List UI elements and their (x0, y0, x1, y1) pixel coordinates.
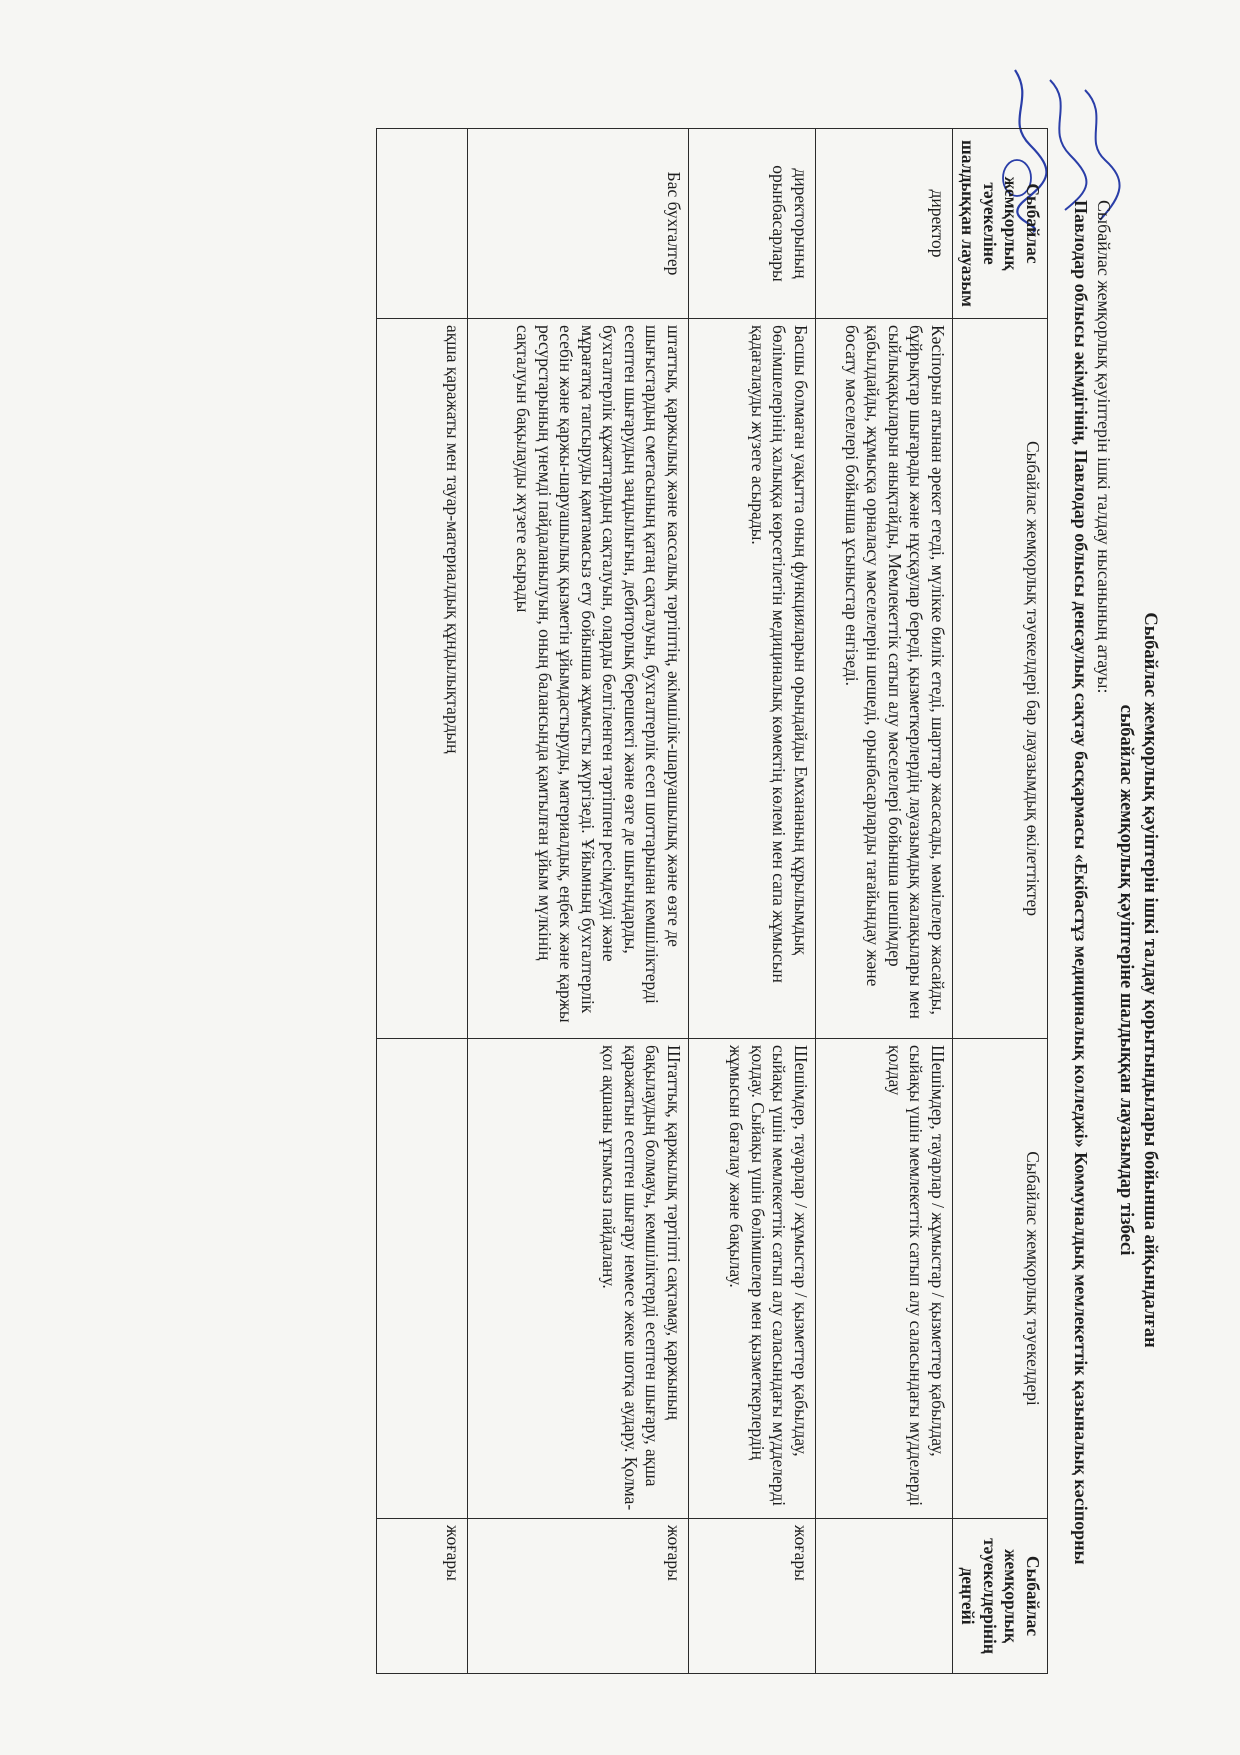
table-row (689, 129, 816, 1674)
analysis-object (1069, 200, 1115, 1680)
header-powers: Сыбайлас жемқорлық тәуекелдері бар лауазымдық өкілеттіктер (953, 319, 1048, 1039)
cell-powers: штаттық, қаржылық және кассалық тәртіптің, әкімшілік-шаруашылық және өзге де шығыстардың сметасының қатаң сақталуын, бухгалтерлік есеп шоттарынан кемшіліктерді есептен шығарудың заңдылығын, дебиторлық берешекті және өзге де шығындарды, бухгалтерлік құжаттардың сақталуын, оларды белгіленген тәртіппен ресімдеуді және мұрағатқа тапсыруды қамтамасыз ету бойынша жұмысты жүргізеді. Ұйымның бухгалтерлік есебін және қаржы-шаруашылық қызметін ұйымдастыруды, материалдық, еңбек және қаржы ресурстарының үнемді пайдаланылуын, оның балансында қамтылған ұйым мүлкінің сақталуын бақылауды жүзеге асырады (468, 319, 689, 1039)
cell-level (816, 1519, 953, 1674)
cell-risks: Шешімдер, тауарлар / жұмыстар / қызметтер қабылдау, сыйақы үшін мемлекеттік сатып алу саласындағы мүдделерді қолдау (816, 1039, 953, 1519)
header-risks: Сыбайлас жемқорлық тәуекелдері (953, 1039, 1048, 1519)
table-row (377, 129, 468, 1674)
cell-position (377, 129, 468, 319)
cell-position: директорының орынбасарлары (689, 129, 816, 319)
table-header-row (953, 129, 1048, 1674)
cell-risks: Штаттық, қаржылық тәртіпті сақтамау, қаржының бақылаудың болмауы, кемшіліктерді есептен шығару, ақша қаражатын есептен шығару немесе жеке шотқа аудару. Қолма-қол ақшаны ұтымсыз пайдалану. (468, 1039, 689, 1519)
header-level: Сыбайлас жемқорлық тәуекелдерінің деңгейі (953, 1519, 1048, 1674)
cell-position: Бас бухгалтер (468, 129, 689, 319)
cell-risks: Шешімдер, тауарлар / жұмыстар / қызметтер қабылдау, сыйақы үшін мемлекеттік сатып алу саласындағы мүдделерді қолдау. Сыйақы үшін бөлімшелер мен қызметкерлердің жұмысын бағалау және бақылау. (689, 1039, 816, 1519)
title-line-1: Сыбайлас жемқорлық қәуіптерін ішкі талдау қорытындылары бойынша айқындалған (1140, 612, 1160, 1348)
cell-position: директор (816, 129, 953, 319)
cell-powers: Басшы болмаған уақытта оның функцияларын орындайды Емхананың құрылымдық бөлімшелерінің халыққа көрсетілетін медициналық көмектің көлемі мен сапа жұмысын қадағалауды жүзеге асырады. (689, 319, 816, 1039)
cell-level: жоғары (689, 1519, 816, 1674)
risk-positions-table (376, 128, 1048, 1674)
cell-level: жоғары (377, 1519, 468, 1674)
organization-name: Павлодар облысы әкімдігінің, Павлодар облысы денсаулық сақтау басқармасы «Екібастұз медициналық колледжі» Коммуналдық мемлекеттік қазыналық кәсіпорны (1071, 200, 1091, 1565)
table-row (468, 129, 689, 1674)
cell-powers: Кәсіпорын атынан әрекет етеді, мүлікке билік етеді, шарттар жасасады, мәмілелер жасайды, бұйрықтар шығарады және нұсқаулар береді, қызметкерлердің лауазымдық жалақылары мен сыйлықақыларын анықтайды, Мемлекеттік сатып алу мәселелері бойынша шешімдер қабылдайды, жұмысқа орналасу мәселелерін шешеді, орынбасарларды тағайындау және босату мәселелері бойынша ұсыныстар енгізеді. (816, 319, 953, 1039)
document-title (1114, 330, 1162, 1630)
cell-powers: ақша қаражаты мен тауар-материалдық құндылықтардың (377, 319, 468, 1039)
analysis-object-label: Сыбайлас жемқорлық қәуіптерін ішкі талдау нысанының атауы: (1094, 200, 1114, 694)
cell-risks (377, 1039, 468, 1519)
table-row (816, 129, 953, 1674)
header-position: Сыбайлас жемқорлық тәуекеліне шалдыққан лауазым (953, 129, 1048, 319)
cell-level: жоғары (468, 1519, 689, 1674)
title-line-2: сыбайлас жемқорлық қәуіптеріне шалдыққан лауазымдар тізбесі (1116, 704, 1136, 1256)
